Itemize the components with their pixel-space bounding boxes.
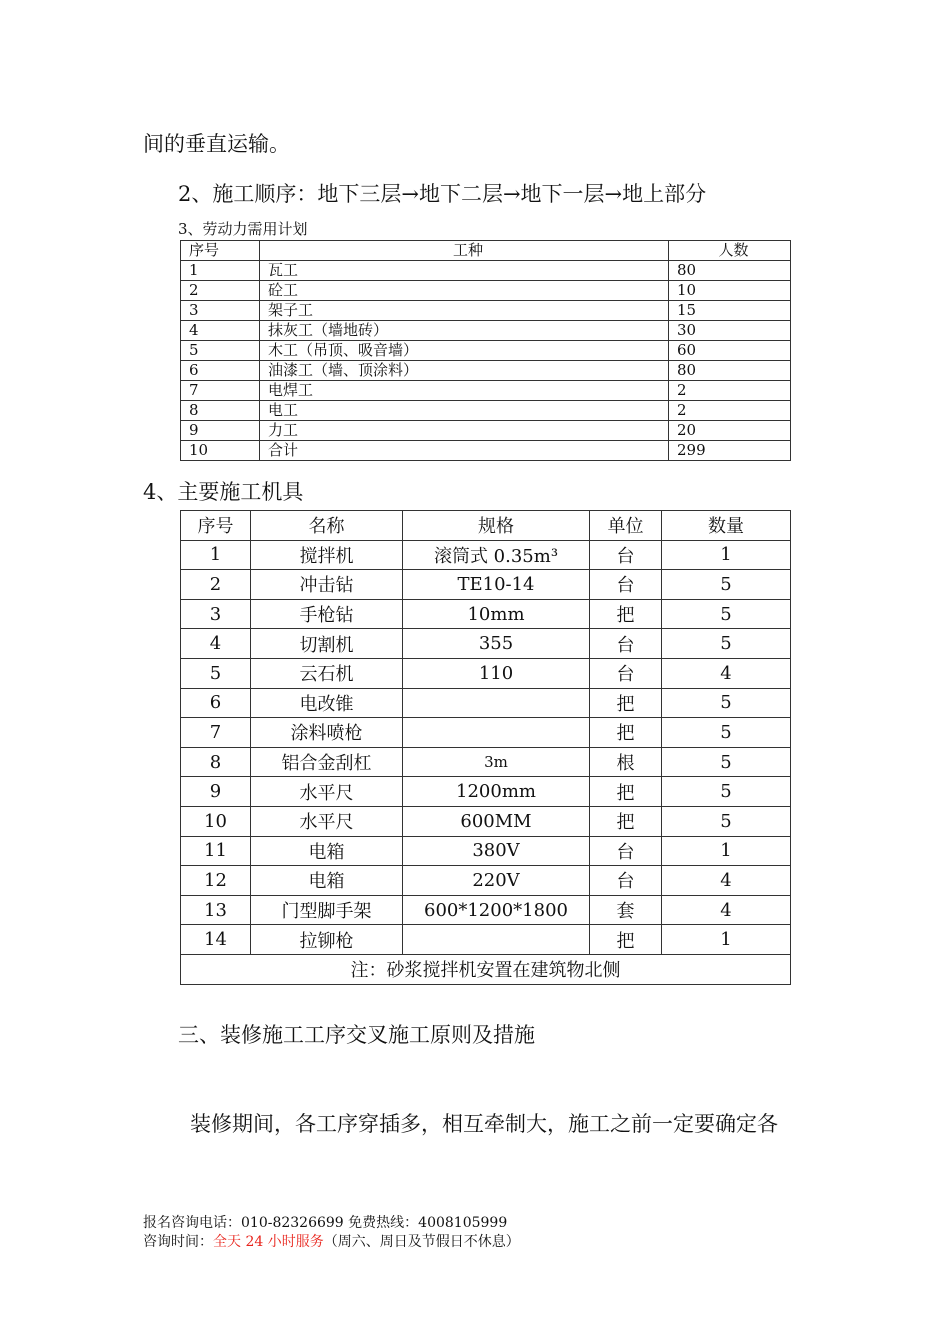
row-index: 4 — [181, 629, 251, 659]
row-index: 13 — [181, 895, 251, 925]
table-row — [181, 925, 791, 955]
row-quantity: 5 — [662, 806, 791, 836]
row-unit: 把 — [590, 925, 662, 955]
table-row — [181, 361, 791, 381]
row-count: 2 — [669, 381, 791, 401]
footer-hours — [143, 1231, 520, 1251]
row-name: 水平尺 — [251, 777, 403, 807]
row-quantity: 1 — [662, 836, 791, 866]
row-spec: 1200mm — [403, 777, 590, 807]
row-index: 5 — [181, 341, 260, 361]
row-quantity: 4 — [662, 866, 791, 896]
row-spec: 3m — [403, 747, 590, 777]
row-spec: 380V — [403, 836, 590, 866]
row-unit: 把 — [590, 806, 662, 836]
row-unit: 台 — [590, 570, 662, 600]
table-row — [181, 301, 791, 321]
row-index: 4 — [181, 321, 260, 341]
row-count: 60 — [669, 341, 791, 361]
row-count: 299 — [669, 441, 791, 461]
row-index: 3 — [181, 301, 260, 321]
row-index: 7 — [181, 381, 260, 401]
labor-plan-title: 3、劳动力需用计划 — [178, 220, 308, 238]
row-count: 2 — [669, 401, 791, 421]
row-index: 2 — [181, 281, 260, 301]
row-index: 14 — [181, 925, 251, 955]
row-spec — [403, 718, 590, 748]
row-name: 涂料喷枪 — [251, 718, 403, 748]
table-row — [181, 321, 791, 341]
table-row — [181, 629, 791, 659]
row-spec: 110 — [403, 658, 590, 688]
labor-plan-table — [180, 240, 791, 461]
row-spec: TE10-14 — [403, 570, 590, 600]
row-quantity: 4 — [662, 658, 791, 688]
row-name: 电箱 — [251, 866, 403, 896]
row-unit: 台 — [590, 540, 662, 570]
row-index: 3 — [181, 599, 251, 629]
row-unit: 把 — [590, 599, 662, 629]
table-row — [181, 599, 791, 629]
row-index: 7 — [181, 718, 251, 748]
row-unit: 台 — [590, 866, 662, 896]
table-row — [181, 441, 791, 461]
row-index: 8 — [181, 401, 260, 421]
row-count: 20 — [669, 421, 791, 441]
row-trade: 电工 — [260, 401, 669, 421]
row-index: 12 — [181, 866, 251, 896]
row-name: 搅拌机 — [251, 540, 403, 570]
row-index: 8 — [181, 747, 251, 777]
row-spec: 220V — [403, 866, 590, 896]
table-row — [181, 570, 791, 600]
section-title: 三、装修施工工序交叉施工原则及措施 — [178, 1023, 535, 1047]
row-count: 30 — [669, 321, 791, 341]
row-index: 9 — [181, 421, 260, 441]
row-index: 9 — [181, 777, 251, 807]
row-index: 10 — [181, 806, 251, 836]
row-name: 水平尺 — [251, 806, 403, 836]
row-quantity: 5 — [662, 599, 791, 629]
row-quantity: 5 — [662, 747, 791, 777]
table-row — [181, 895, 791, 925]
row-index: 5 — [181, 658, 251, 688]
table-row — [181, 401, 791, 421]
row-index: 2 — [181, 570, 251, 600]
table-row — [181, 777, 791, 807]
row-quantity: 1 — [662, 925, 791, 955]
row-spec — [403, 925, 590, 955]
table-row — [181, 261, 791, 281]
row-quantity: 5 — [662, 570, 791, 600]
body-paragraph: 装修期间，各工序穿插多，相互牵制大，施工之前一定要确定各 — [190, 1112, 778, 1136]
row-unit: 台 — [590, 836, 662, 866]
table-row — [181, 341, 791, 361]
equipment-table — [180, 510, 791, 985]
footer-hours-highlight: 全天 24 小时服务 — [213, 1234, 324, 1250]
table-note: 注：砂浆搅拌机安置在建筑物北侧 — [181, 954, 791, 984]
table-row — [181, 688, 791, 718]
table-row — [181, 281, 791, 301]
row-name: 电箱 — [251, 836, 403, 866]
footer-contact: 报名咨询电话：010-82326699 免费热线：4008105999 — [143, 1215, 508, 1231]
row-trade: 木工（吊顶、吸音墙） — [260, 341, 669, 361]
row-unit: 套 — [590, 895, 662, 925]
row-spec: 滚筒式 0.35m³ — [403, 540, 590, 570]
row-trade: 电焊工 — [260, 381, 669, 401]
row-index: 6 — [181, 688, 251, 718]
row-name: 冲击钻 — [251, 570, 403, 600]
row-count: 10 — [669, 281, 791, 301]
row-index: 1 — [181, 540, 251, 570]
row-quantity: 1 — [662, 540, 791, 570]
row-quantity: 5 — [662, 718, 791, 748]
row-index: 11 — [181, 836, 251, 866]
row-quantity: 4 — [662, 895, 791, 925]
header-index: 序号 — [181, 511, 251, 541]
row-trade: 合计 — [260, 441, 669, 461]
row-trade: 架子工 — [260, 301, 669, 321]
row-unit: 台 — [590, 629, 662, 659]
row-quantity: 5 — [662, 688, 791, 718]
row-index: 6 — [181, 361, 260, 381]
table-row — [181, 866, 791, 896]
row-index: 1 — [181, 261, 260, 281]
row-name: 电改锥 — [251, 688, 403, 718]
row-count: 15 — [669, 301, 791, 321]
row-name: 拉铆枪 — [251, 925, 403, 955]
row-name: 手枪钻 — [251, 599, 403, 629]
table-row — [181, 836, 791, 866]
header-trade: 工种 — [260, 241, 669, 261]
row-spec: 355 — [403, 629, 590, 659]
row-trade: 力工 — [260, 421, 669, 441]
row-unit: 把 — [590, 688, 662, 718]
table-row — [181, 540, 791, 570]
row-unit: 把 — [590, 718, 662, 748]
header-count: 人数 — [669, 241, 791, 261]
row-trade: 砼工 — [260, 281, 669, 301]
row-quantity: 5 — [662, 629, 791, 659]
table-row — [181, 381, 791, 401]
equipment-title: 4、主要施工机具 — [143, 480, 304, 504]
table-row — [181, 747, 791, 777]
row-trade: 瓦工 — [260, 261, 669, 281]
header-quantity: 数量 — [662, 511, 791, 541]
row-spec: 600*1200*1800 — [403, 895, 590, 925]
row-trade: 油漆工（墙、顶涂料） — [260, 361, 669, 381]
row-unit: 台 — [590, 658, 662, 688]
table-header-row — [181, 511, 791, 541]
row-name: 云石机 — [251, 658, 403, 688]
row-spec: 10mm — [403, 599, 590, 629]
row-spec: 600MM — [403, 806, 590, 836]
row-name: 铝合金刮杠 — [251, 747, 403, 777]
header-unit: 单位 — [590, 511, 662, 541]
table-row — [181, 806, 791, 836]
row-name: 门型脚手架 — [251, 895, 403, 925]
row-unit: 把 — [590, 777, 662, 807]
header-spec: 规格 — [403, 511, 590, 541]
header-index: 序号 — [181, 241, 260, 261]
row-count: 80 — [669, 261, 791, 281]
table-note-row — [181, 954, 791, 984]
row-quantity: 5 — [662, 777, 791, 807]
row-trade: 抹灰工（墙地砖） — [260, 321, 669, 341]
header-name: 名称 — [251, 511, 403, 541]
row-index: 10 — [181, 441, 260, 461]
row-count: 80 — [669, 361, 791, 381]
table-row — [181, 421, 791, 441]
row-name: 切割机 — [251, 629, 403, 659]
table-row — [181, 658, 791, 688]
row-unit: 根 — [590, 747, 662, 777]
paragraph-continuation: 间的垂直运输。 — [143, 132, 290, 156]
construction-sequence: 2、施工顺序：地下三层→地下二层→地下一层→地上部分 — [178, 182, 707, 206]
footer-hours-note: （周六、周日及节假日不休息） — [323, 1234, 520, 1250]
footer-hours-label: 咨询时间： — [143, 1234, 213, 1250]
table-row — [181, 718, 791, 748]
table-header-row — [181, 241, 791, 261]
row-spec — [403, 688, 590, 718]
